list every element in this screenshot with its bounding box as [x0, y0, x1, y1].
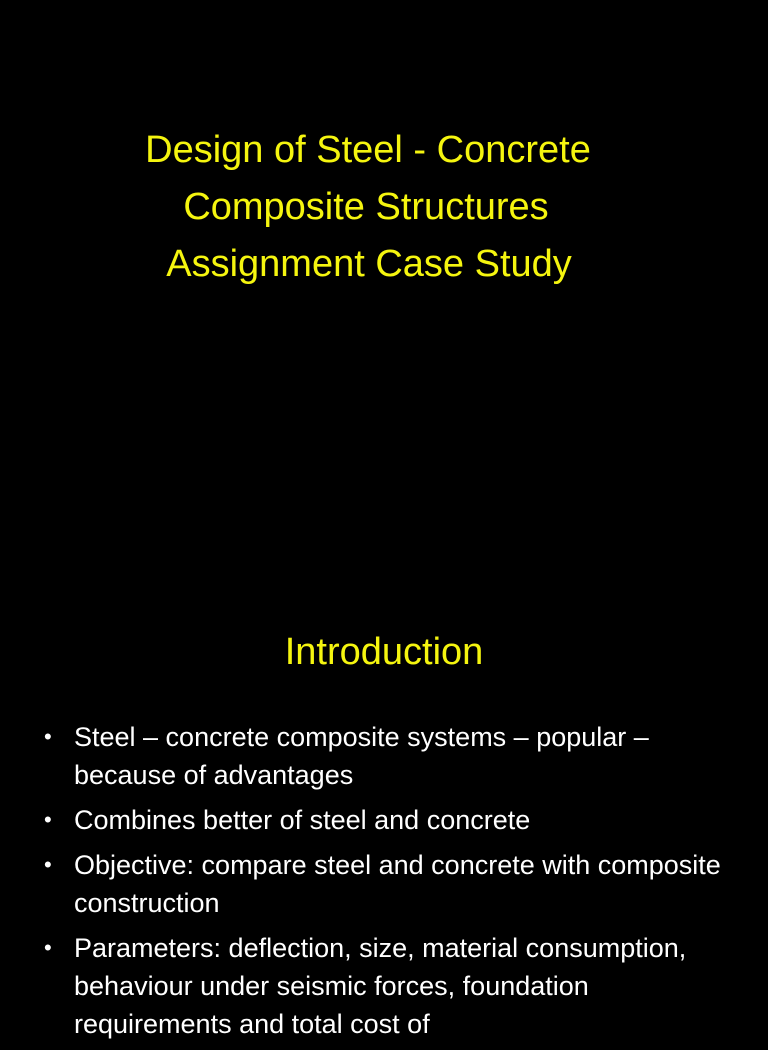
bullet-text: Objective: compare steel and concrete with composite construction	[74, 850, 721, 918]
bullet-text: Steel – concrete composite systems – popular – because of advantages	[74, 722, 649, 790]
title-line-3: Assignment Case Study	[166, 243, 572, 285]
bullet-item	[40, 801, 740, 839]
section-heading: Introduction	[284, 631, 484, 673]
bullet-icon: •	[44, 807, 52, 832]
bullet-icon: •	[44, 724, 52, 749]
introduction-slide	[0, 576, 768, 1039]
title-line-2: Composite Structures	[183, 186, 549, 228]
bullet-item	[40, 718, 740, 794]
title-line-1: Design of Steel - Concrete	[145, 129, 591, 171]
bullet-text: Combines better of steel and concrete	[74, 805, 531, 835]
bullet-text: Parameters: deflection, size, material consumption, behaviour under seismic forces, foundation requirements and total cost of	[74, 933, 687, 1039]
bullet-item	[40, 846, 740, 922]
slide-title	[0, 122, 768, 293]
bullet-list	[40, 718, 740, 1050]
bullet-icon: •	[44, 935, 52, 960]
bullet-icon: •	[44, 852, 52, 877]
bullet-item	[40, 929, 740, 1043]
